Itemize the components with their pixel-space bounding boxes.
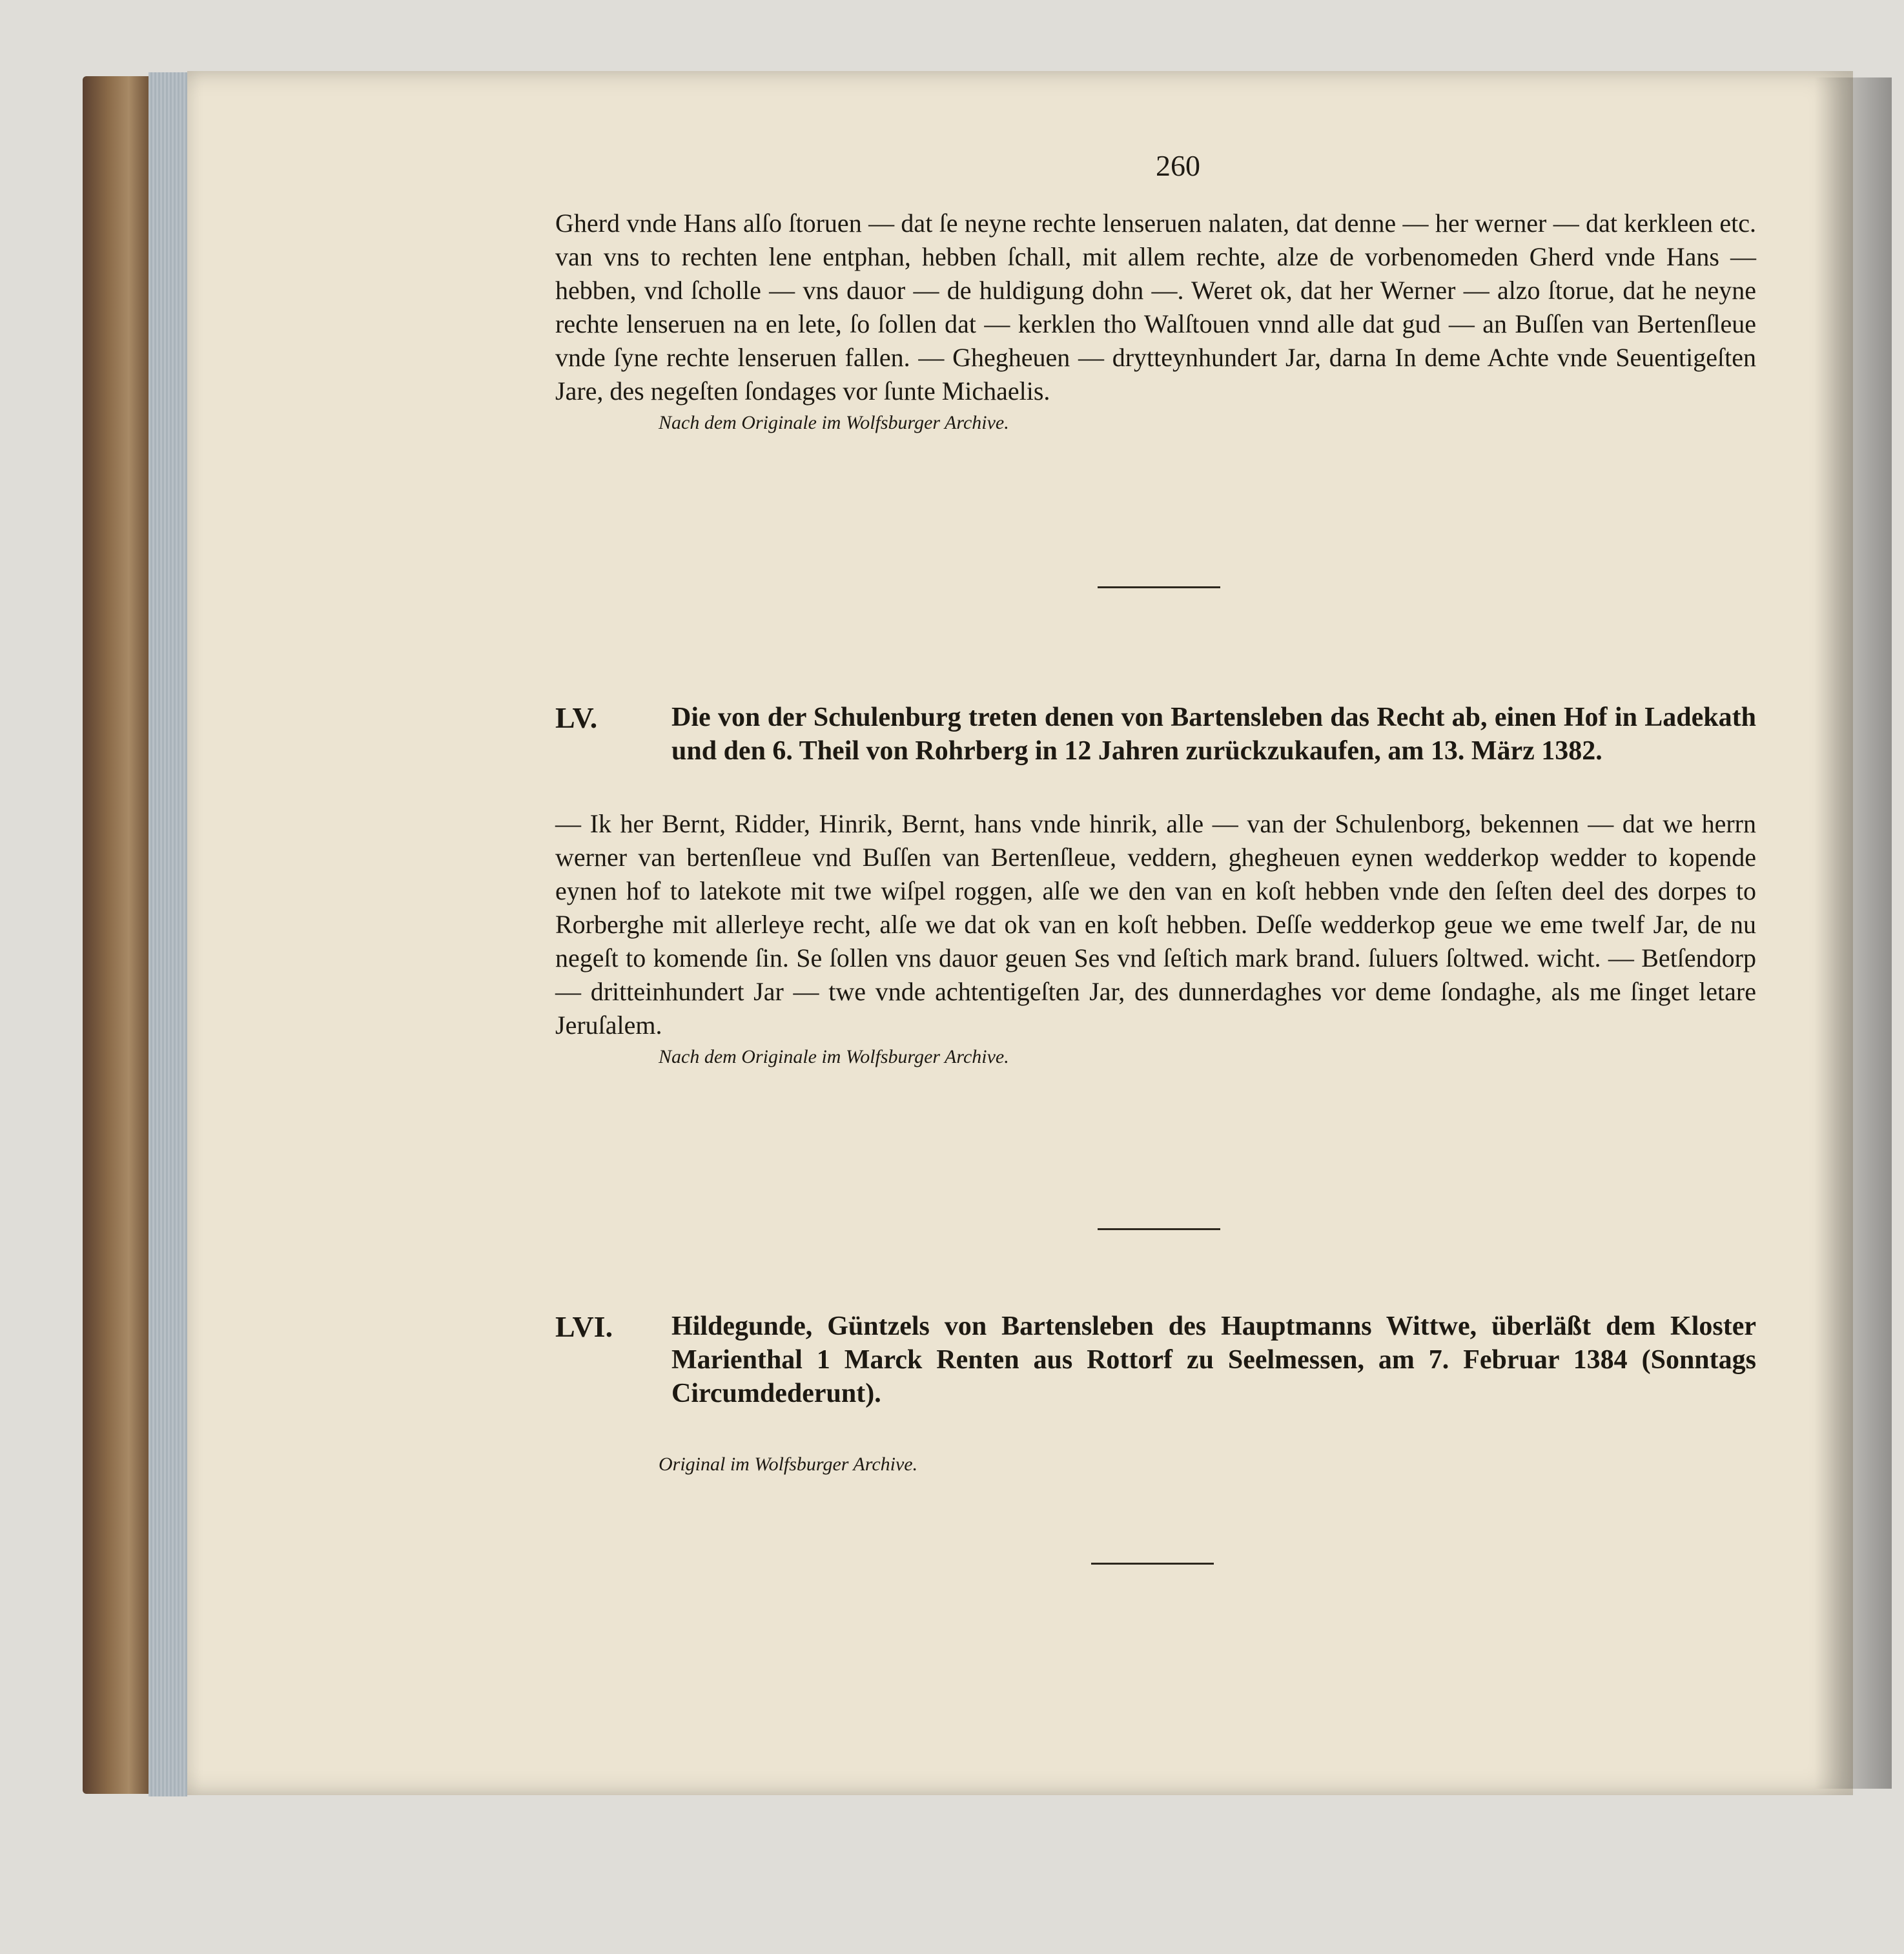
- page-block-edge: [148, 72, 187, 1796]
- doc-lvi-number: LVI.: [555, 1310, 613, 1343]
- doc-lv-body-section: [555, 807, 1756, 1068]
- doc-lvi-title: Hildegunde, Güntzels von Bartensleben des Hauptmanns Wittwe, überläßt dem Kloster Marienthal 1 Marck Renten aus Rottorf zu Seelmessen, am 7. Februar 1384 (Sonntags Circumdederunt).: [671, 1311, 1756, 1408]
- intro-section: [555, 207, 1756, 434]
- doc-lv-number: LV.: [555, 701, 598, 734]
- intro-source: Nach dem Originale im Wolfsburger Archive.: [659, 412, 1009, 433]
- doc-lv-header: [555, 701, 1756, 768]
- intro-paragraph: Gherd vnde Hans alſo ſtoruen — dat ſe neyne rechte lenseruen nalaten, dat denne — her werner — dat kerkleen etc. van vns to rechten lene entphan, hebben ſchall, mit allem rechte, alze de vorbenomeden Gherd vnde Hans — hebben, vnd ſcholle — vns dauor — de huldigung dohn —. Weret ok, dat her Werner — alzo ſtorue, dat he neyne rechte lenseruen na en lete, ſo ſollen dat — kerklen tho Walſtouen vnnd alle dat gud — an Buſſen van Bertenſleue vnde ſyne rechte lenseruen fallen. — Ghegheuen — drytteynhundert Jar, darna In deme Achte vnde Seuentigeſten Jare, des negeſten ſondages vor ſunte Michaelis.: [555, 209, 1756, 406]
- section-divider-2: [1098, 1228, 1220, 1230]
- doc-lv-body: — Ik her Bernt, Ridder, Hinrik, Bernt, hans vnde hinrik, alle — van der Schulenborg, bekennen — dat we herrn werner van bertenſleue vnd Buſſen van Bertenſleue, veddern, ghegheuen eynen wedderkop wedder to kopende eynen hof to latekote mit twe wiſpel roggen, alſe we den van en koſt hebben vnde den ſeſten deel des dorpes to Rorberghe mit allerleye recht, alſe we dat ok van en koſt hebben. Deſſe wedderkop geue we eme twelf Jar, de nu negeſt to komende ſin. Se ſollen vns dauor geuen Ses vnd ſeſtich mark brand. ſuluers ſoltwed. wicht. — Betſendorp — dritteinhundert Jar — twe vnde achtentigeſten Jar, des dunnerdaghes vor deme ſondaghe, als me ſinget letare Jeruſalem.: [555, 809, 1756, 1040]
- doc-lvi-source-section: [555, 1450, 1756, 1476]
- section-divider-1: [1098, 586, 1220, 588]
- doc-lvi-header: [555, 1310, 1756, 1410]
- doc-lvi-source: Original im Wolfsburger Archive.: [659, 1454, 918, 1475]
- gutter-shadow: [1814, 77, 1892, 1789]
- section-divider-3: [1091, 1563, 1214, 1565]
- doc-lv-title: Die von der Schulenburg treten denen von Bartensleben das Recht ab, einen Hof in Ladekath und den 6. Theil von Rohrberg in 12 Jahren zurückzukaufen, am 13. März 1382.: [671, 703, 1756, 766]
- page-number: 260: [1156, 149, 1200, 182]
- doc-lv-source: Nach dem Originale im Wolfsburger Archive.: [659, 1046, 1009, 1067]
